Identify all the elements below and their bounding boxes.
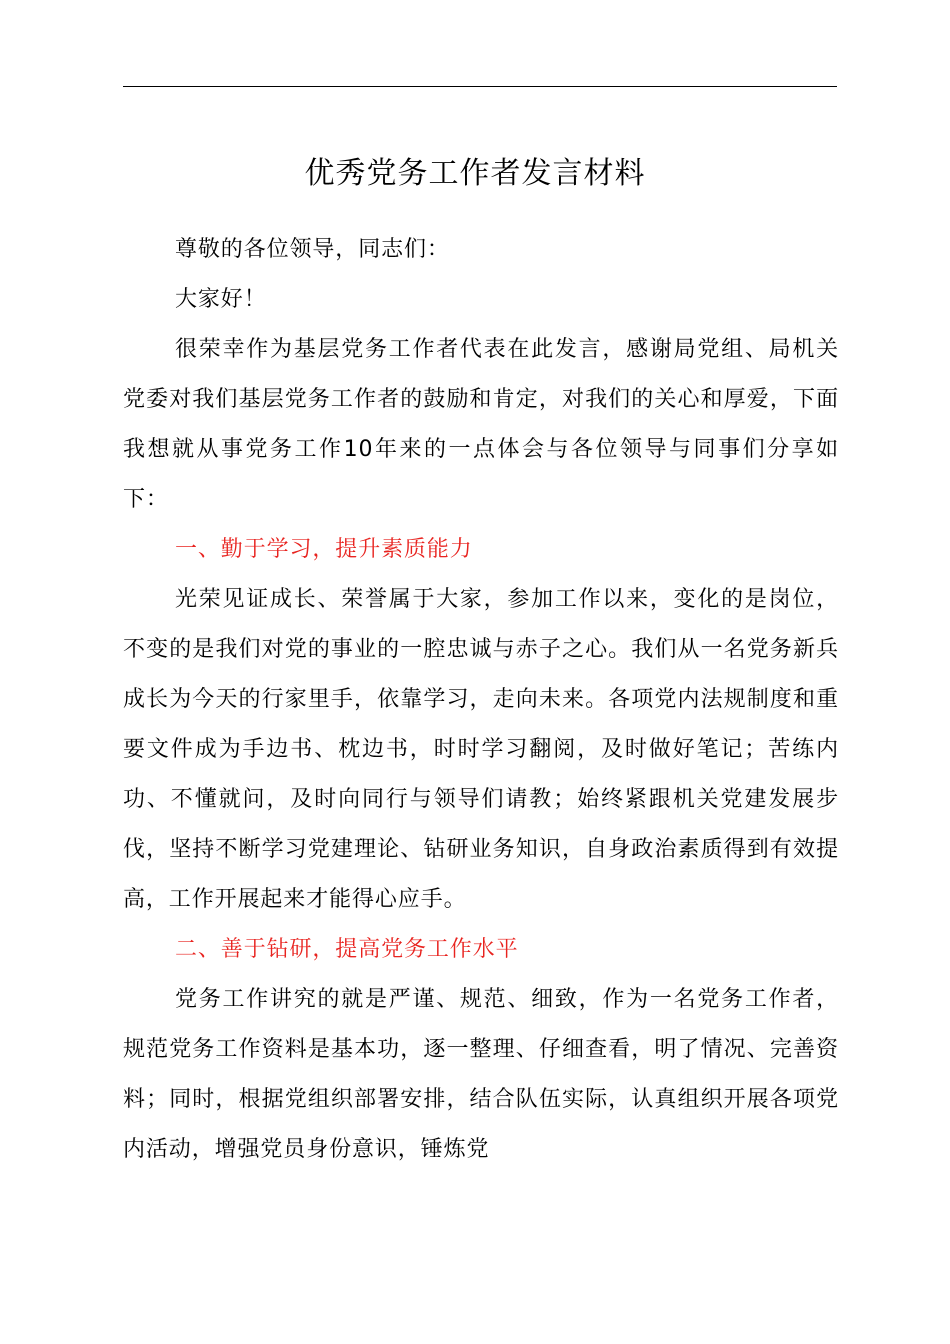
section-heading-1: 一、勤于学习，提升素质能力 <box>175 537 473 562</box>
document-body <box>123 225 839 1175</box>
document-title: 优秀党务工作者发言材料 <box>304 156 646 191</box>
greeting: 大家好！ <box>175 287 267 312</box>
section-body-1: 光荣见证成长、荣誉属于大家，参加工作以来，变化的是岗位，不变的是我们对党的事业的一腔忠诚与赤子之心。我们从一名党务新兵成长为今天的行家里手，依靠学习，走向未来。各项党内法规制度和重要文件成为手边书、枕边书，时时学习翻阅，及时做好笔记；苦练内功、不懂就问，及时向同行与领导们请教；始终紧跟机关党建发展步伐，坚持不断学习党建理论、钻研业务知识，自身政治素质得到有效提高，工作开展起来才能得心应手。 <box>123 587 839 912</box>
intro-paragraph: 很荣幸作为基层党务工作者代表在此发言，感谢局党组、局机关党委对我们基层党务工作者的鼓励和肯定，对我们的关心和厚爱，下面我想就从事党务工作10年来的一点体会与各位领导与同事们分享如下： <box>123 337 839 512</box>
section-heading-2: 二、善于钻研，提高党务工作水平 <box>175 937 519 962</box>
salutation: 尊敬的各位领导，同志们： <box>175 237 450 262</box>
section-body-2: 党务工作讲究的就是严谨、规范、细致，作为一名党务工作者，规范党务工作资料是基本功，逐一整理、仔细查看，明了情况、完善资料；同时，根据党组织部署安排，结合队伍实际，认真组织开展各项党内活动，增强党员身份意识，锤炼党 <box>123 987 839 1162</box>
header-rule <box>123 86 837 87</box>
